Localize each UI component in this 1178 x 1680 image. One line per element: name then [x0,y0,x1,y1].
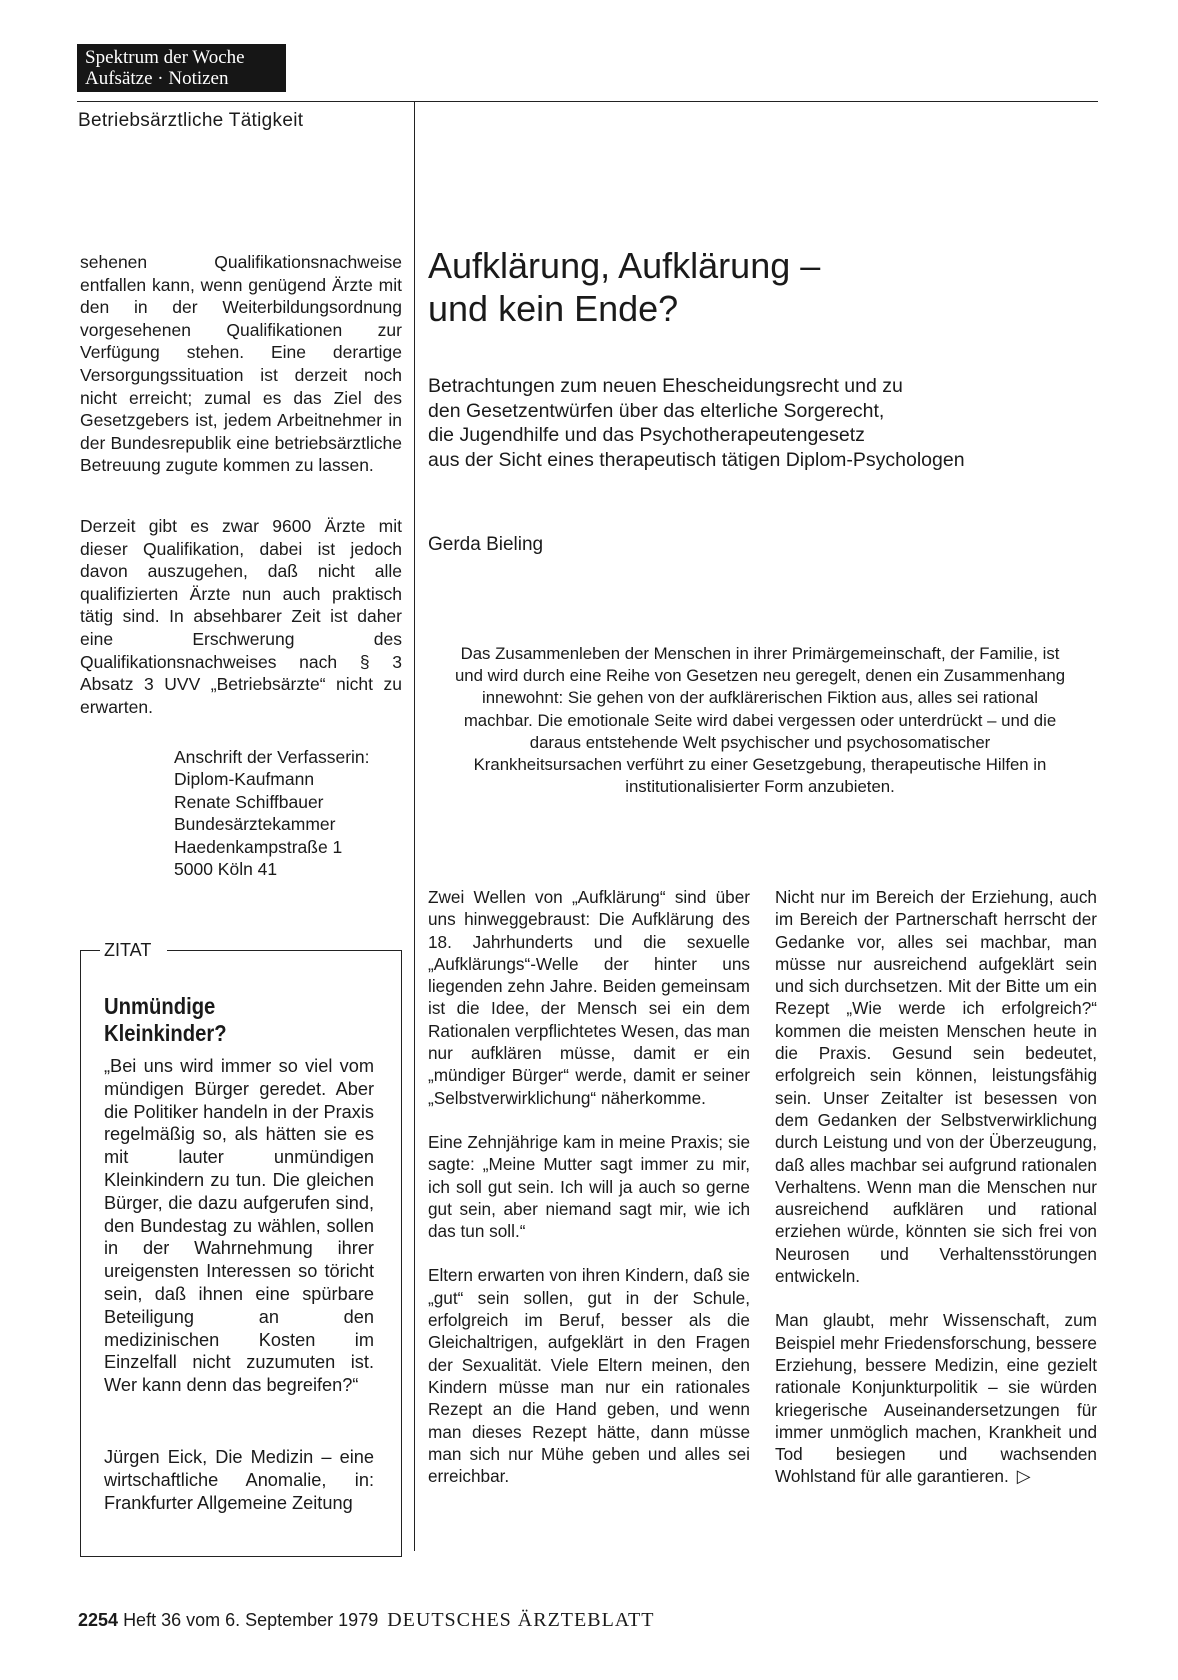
issue-info: Heft 36 vom 6. September 1979 [123,1610,379,1630]
quote-label: ZITAT [104,940,152,960]
left-paragraph-1-text: sehenen Qualifikationsnachweise entfallen kann, wenn genügend Ärzte mit den in der Weiterbildungsordnung vorgesehenen Qualifikationen zur Verfügung stehen. Eine derartige Versorgungssituation ist derzeit noch nicht erreicht; zumal es das Ziel des Gesetzgebers ist, jedem Arbeitnehmer in der Bundesrepublik eine betriebsärztliche Betreuung zugute kommen zu lassen. [80,252,402,476]
magazine-name: DEUTSCHES ÄRZTEBLATT [387,1609,655,1631]
article-subtitle [428,374,965,472]
body-paragraph: Nicht nur im Bereich der Erziehung, auch im Bereich der Partnerschaft herrscht der Gedanke vor, alles sei machbar, man müsse nur ausreichend aufgeklärt sein und sich durchsetzen. Mit der Bitte um ein Rezept „Wie werde ich erfolgreich?“ kommen die meisten Menschen heute in die Praxis. Gesund sein bedeutet, erfolgreich sein können, leistungsfähig sein. Unser Zeitalter ist besessen von dem Gedanken der Selbstverwirklichung durch Leistung und von der Überzeugung, daß alles machbar sei aufgrund rationalen Verhaltens. Wenn man die Menschen nur ausreichend aufklären und rational erziehen würde, könnten sie sich frei von Neurosen und Verhaltensstörungen entwickeln. [775,887,1097,1287]
section-tag [77,44,286,92]
article-lead: Das Zusammenleben der Menschen in ihrer Primärgemeinschaft, der Familie, ist und wird durch eine Reihe von Gesetzen neu geregelt, denen ein Zusammenhang innewohnt: Sie gehen von der aufklärerischen Fiktion aus, alles sei rational machbar. Die emotionale Seite wird dabei vergessen oder unterdrückt – und die daraus entstehende Welt psychischer und psychosomatischer Krankheitsursachen verführt zu einer Gesetzgebung, therapeutische Hilfen in institutionalisierter Form anzubieten. [454,644,1066,797]
article-title-line: und kein Ende? [428,288,679,329]
left-paragraph-2 [80,515,402,718]
page-number: 2254 [78,1610,119,1630]
address-line: Renate Schiffbauer [174,791,324,812]
subtitle-line: Betrachtungen zum neuen Ehescheidungsrecht und zu [428,375,903,397]
quote-heading-line: Unmündige [104,993,216,1019]
body-paragraph: Eltern erwarten von ihren Kindern, daß sie „gut“ sein sollen, gut in der Schule, erfolgreich im Beruf, besser als die Gleichaltrigen, aufgeklärt in den Fragen der Sexualität. Viele Eltern meinen, den Kindern müsse man nur ein rationales Rezept an die Hand geben, und wenn man dieses Rezept hätte, dann müsse man sich nur Mühe geben und alles sei erreichbar. [428,1265,750,1487]
article-author: Gerda Bieling [428,534,544,555]
section-tag-line2: Aufsätze · Notizen [85,68,229,89]
address-line: Diplom-Kaufmann [174,769,315,790]
article-title-line: Aufklärung, Aufklärung – [428,245,821,286]
article-column-3 [775,886,1097,1488]
quote-heading [104,993,227,1047]
article-title [428,244,820,330]
body-paragraph: Zwei Wellen von „Aufklärung“ sind über uns hinweggebraust: Die Aufklärung des 18. Jahrhunderts und die sexuelle „Aufklärungs“-Welle der hinter uns liegenden zehn Jahre. Beiden gemeinsam ist die Idee, der Mensch sei ein dem Rationalen verpflichtetes Wesen, das man nur aufklären müsse, damit er ein „mündiger Bürger“ werde, damit er seiner „Selbstverwirklichung“ näherkomme. [428,887,750,1108]
quote-source: Jürgen Eick, Die Medizin – eine wirtschaftliche Anomalie, in: Frankfurter Allgemeine Zeitung [104,1447,374,1513]
top-rule [77,101,1098,102]
address-line: Bundesärztekammer [174,814,336,835]
article-column-2 [428,886,750,1487]
quote-box-top-rule [80,950,100,951]
column-divider [414,101,415,1551]
address-line: Anschrift der Verfasserin: [174,747,370,767]
subtitle-line: den Gesetzentwürfen über das elterliche Sorgerecht, [428,399,885,422]
address-line: 5000 Köln 41 [174,859,278,880]
subtitle-line: die Jugendhilfe und das Psychotherapeutengesetz [428,424,865,446]
quote-text: „Bei uns wird immer so viel vom mündigen Bürger geredet. Aber die Politiker handeln in der Praxis regelmäßig so, als hätten sie es mit lauter unmündigen Kleinkindern zu tun. Die gleichen Bürger, die dazu aufgerufen sind, den Bundestag zu wählen, sollen in der Wahrnehmung ihrer ureigensten Interessen so töricht sein, daß ihnen eine spürbare Beteiligung an den medizinischen Kosten im Einzelfall nicht zuzumuten ist. Wer kann denn das begreifen?“ [104,1056,374,1396]
section-tag-line1: Spektrum der Woche [85,47,245,68]
continue-arrow-icon: ▷ [1016,1466,1031,1487]
section-title: Betriebsärztliche Tätigkeit [78,110,304,131]
left-paragraph-2-text: Derzeit gibt es zwar 9600 Ärzte mit dieser Qualifikation, dabei ist jedoch davon auszugehen, daß nicht alle qualifizierten Ärzte nun auch praktisch tätig sind. In absehbarer Zeit ist daher eine Erschwerung des Qualifikationsnachweises nach § 3 Absatz 3 UVV „Betriebsärzte“ nicht zu erwarten. [80,516,402,717]
body-paragraph: Eine Zehnjährige kam in meine Praxis; sie sagte: „Meine Mutter sagt immer zu mir, ich soll gut sein. Ich will ja auch so gerne gut sein, aber niemand sagt mir, wie ich das tun soll.“ [428,1131,750,1242]
left-paragraph-1 [80,251,402,477]
body-paragraph-text: Man glaubt, mehr Wissenschaft, zum Beispiel mehr Friedensforschung, bessere Erziehung, bessere Medizin, eine gezielt rationale Konjunkturpolitik – sie würden kriegerische Auseinandersetzungen für immer unmöglich machen, Krankheit und Tod besiegen und wachsenden Wohlstand für alle garantieren. [775,1310,1097,1487]
address-line: Haedenkampstraße 1 [174,836,343,857]
body-paragraph [775,1309,1097,1487]
quote-heading-line: Kleinkinder? [104,1020,227,1046]
page-footer [78,1609,654,1632]
quote-box-top-rule [167,950,401,951]
author-address [174,746,370,880]
subtitle-line: aus der Sicht eines therapeutisch tätigen Diplom-Psychologen [428,448,965,471]
